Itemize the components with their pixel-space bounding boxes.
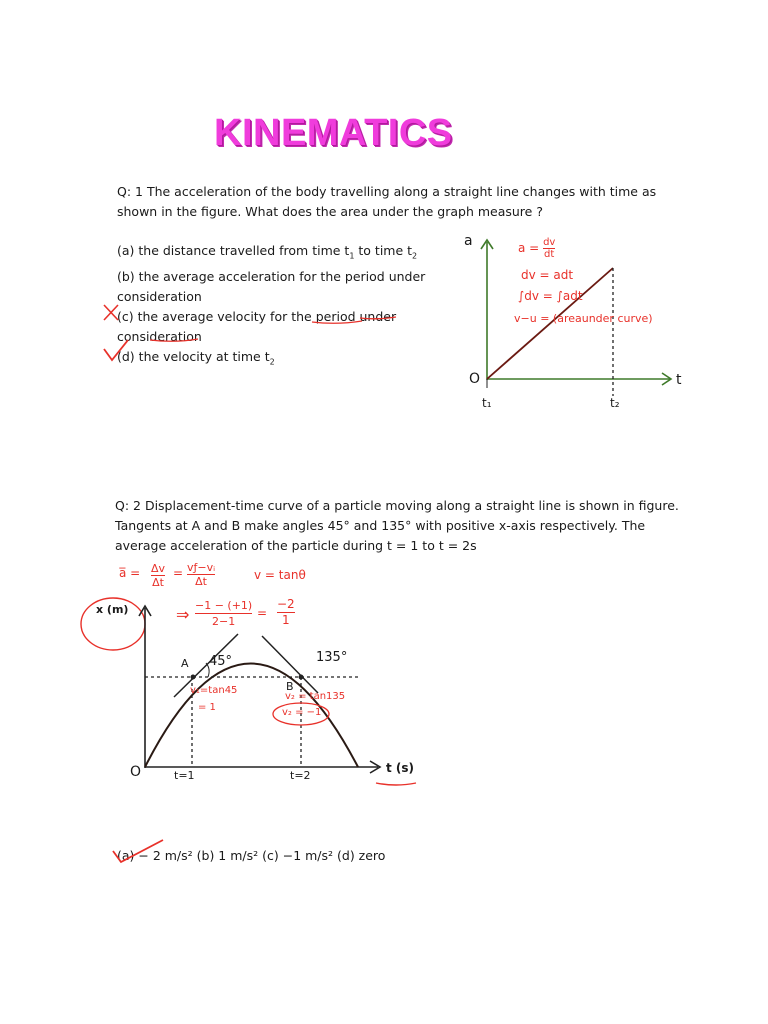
q1-option-a: (a) the distance travelled from time $t_1$ to time $t_2$ (117, 243, 418, 261)
q2-options: (a) − 2 m/s² (b) 1 m/s² (c) −1 m/s² (d) zero (117, 848, 386, 863)
q2-tick-2-label: t=2 (290, 769, 311, 782)
q2-point-b-label: B (286, 680, 294, 693)
q2-note-v2-value: v₂ = −1 (282, 707, 322, 718)
q2-note-result: −2 1 (277, 597, 295, 627)
q2-origin-label: O (130, 764, 142, 780)
q2-note-abar: a̅ = (119, 566, 141, 580)
q2-angle-a-label: 45° (209, 654, 233, 669)
q2-note-vf-vi: vƒ−vᵢ Δt (187, 561, 216, 588)
tick-mark-icon (113, 840, 163, 862)
q1-option-c-line2: consideration (117, 328, 202, 344)
q2-note-arrow: ⇒ (176, 605, 190, 624)
q1-line-2: shown in the figure. What does the area under the graph measure ? (117, 204, 543, 219)
q2-note-eq2: = (257, 606, 268, 620)
q2-line-2: Tangents at A and B make angles 45° and 135° with positive x-axis respectively. The (115, 518, 646, 533)
q1-y-axis-label: a (464, 233, 473, 249)
q2-note-v2-tan: v₂ = tan135 (285, 691, 346, 702)
q2-note-fraction: −1 − (+1) 2−1 (195, 599, 253, 628)
q2-point-a-label: A (181, 657, 189, 670)
q2-note-v1-value: = 1 (198, 702, 216, 713)
q1-option-c-line1: (c) the average velocity for the period under (117, 308, 397, 324)
q2-note-dv-dt: Δv Δt (151, 562, 166, 589)
q1-note-dv: dv = adt (521, 268, 574, 282)
q1-option-b-line1: (b) the average acceleration for the period under (117, 268, 426, 284)
q1-note-integral: ∫dv = ∫adt (518, 289, 583, 303)
q1-line-1: Q: 1 The acceleration of the body travelling along a straight line changes with time as (117, 184, 657, 199)
q2-note-v-tan: v = tanθ (254, 568, 306, 582)
q1-option-d: (d) the velocity at time $t_2$ (117, 348, 275, 366)
page-title: KINEMATICS (214, 112, 453, 154)
q1-t1-label: t₁ (482, 396, 492, 410)
q1-note-a-eq: a = $\frac{dv}{dt}$ (518, 237, 556, 260)
q1-x-axis-label: t (676, 372, 682, 388)
q1-note-area: v−u = (areaunder curve) (514, 312, 653, 325)
q2-line-1: Q: 2 Displacement-time curve of a particle moving along a straight line is shown in figure. (115, 498, 679, 513)
q1-t2-label: t₂ (610, 396, 620, 410)
q2-y-axis-label: x (m) (96, 603, 129, 616)
q2-x-axis-label: t (s) (386, 761, 415, 775)
q2-tick-1-label: t=1 (174, 769, 195, 782)
q2-line-3: average acceleration of the particle during t = 1 to t = 2s (115, 538, 477, 553)
q2-note-eq1: = (173, 566, 184, 580)
q1-origin-label: O (469, 371, 481, 387)
q2-angle-b-label: 135° (316, 650, 348, 665)
q1-option-b-line2: consideration (117, 288, 202, 304)
q2-note-v1-tan: v₁=tan45 (190, 685, 238, 696)
